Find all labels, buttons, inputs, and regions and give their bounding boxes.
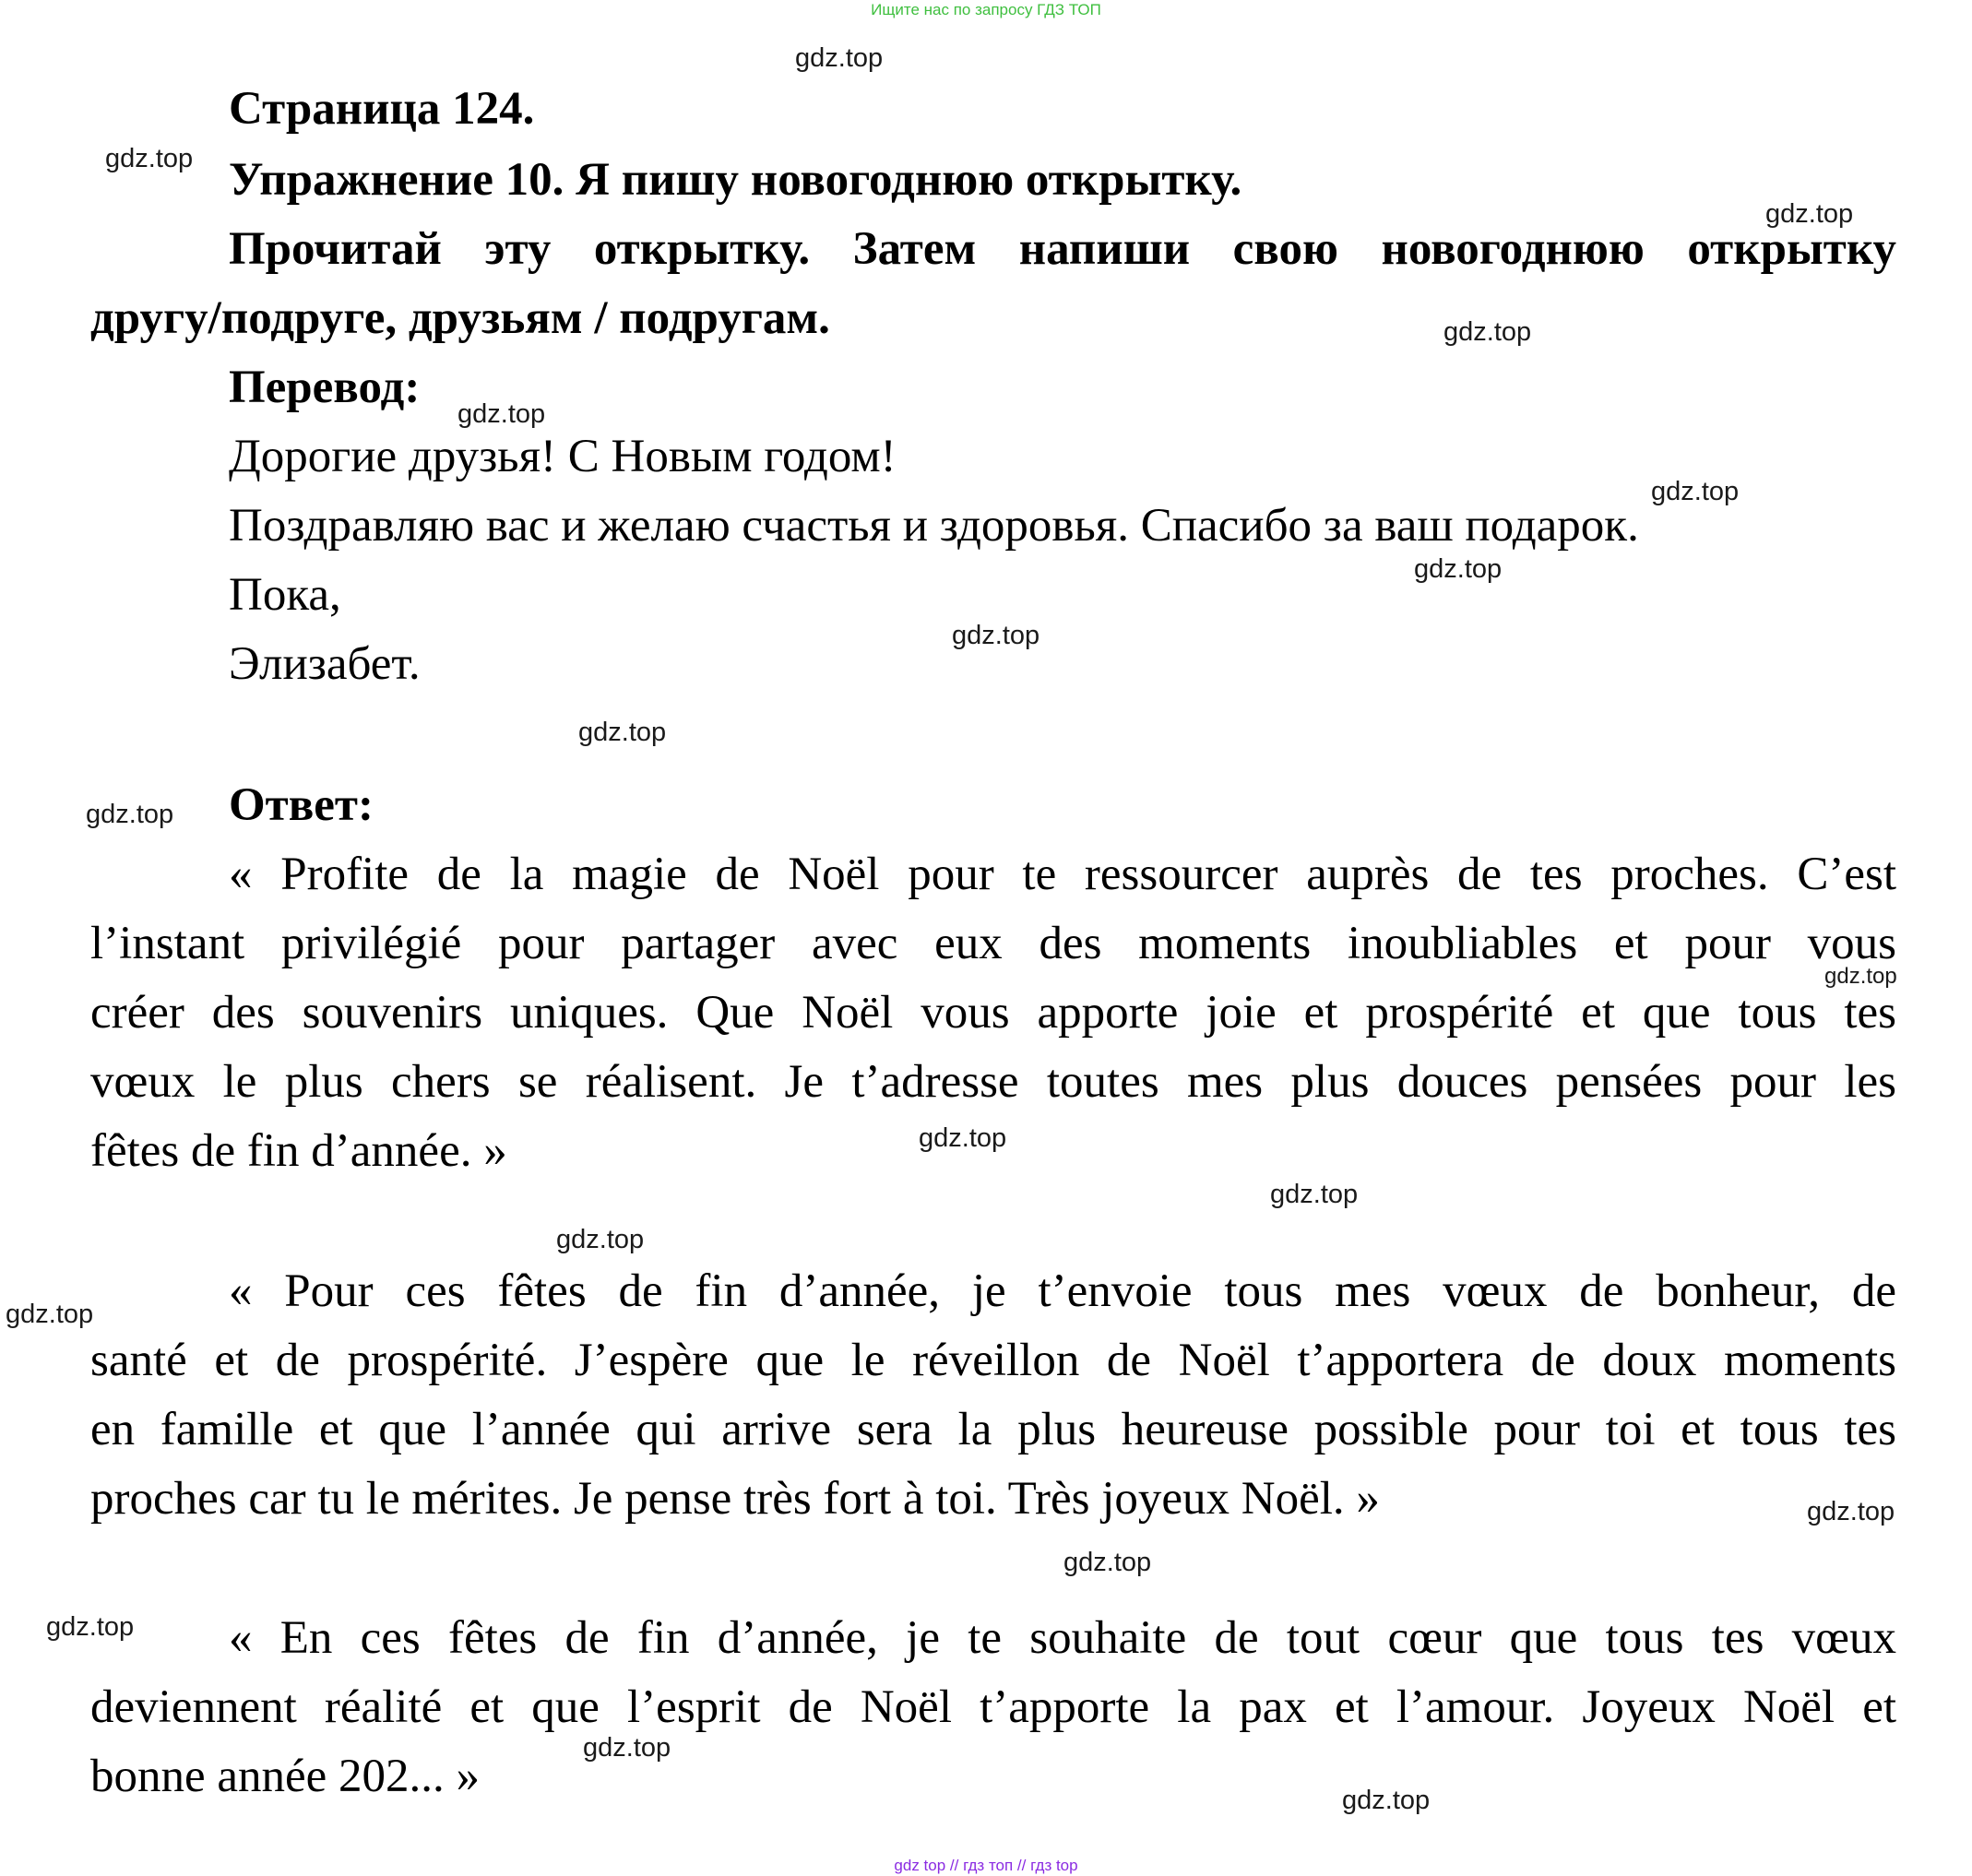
answer-p2-line: proches car tu le mérites. Je pense très fort à toi. Très joyeux Noël. » [90,1473,1380,1525]
top-banner[interactable]: Ищите нас по запросу ГДЗ ТОП [871,1,1101,18]
translation-line: Пока, [229,569,341,621]
task-line-2: другу/подруге, друзьям / подругам. [90,292,830,344]
translation-line: Элизабет. [229,638,421,690]
watermark: gdz.top [795,43,884,73]
answer-p1-line: fêtes de fin d’année. » [90,1125,507,1177]
answer-p1-line: créer des souvenirs uniques. Que Noël vous apporte joie et prospérité et que tous tes [90,987,1896,1039]
answer-p1-line: vœux le plus chers se réalisent. Je t’adresse toutes mes plus douces pensées pour les [90,1056,1896,1108]
watermark: gdz.top [6,1300,94,1329]
answer-p2-line: santé et de prospérité. J’espère que le réveillon de Noël t’apportera de doux moments [90,1335,1896,1386]
answer-p1-line: l’instant privilégié pour partager avec eux des moments inoubliables et pour vous [90,918,1896,969]
watermark: gdz.top [46,1612,135,1642]
translation-line: Дорогие друзья! С Новым годом! [229,431,897,482]
answer-p3-line: bonne année 202... » [90,1751,481,1802]
watermark: gdz.top [952,621,1040,650]
watermark: gdz.top [457,399,546,429]
watermark: gdz.top [1807,1497,1895,1526]
watermark: gdz.top [556,1225,645,1254]
watermark: gdz.top [1824,964,1897,989]
answer-p1-line: « Profite de la magie de Noël pour te ressourcer auprès de tes proches. C’est [229,849,1896,900]
watermark: gdz.top [1765,199,1854,229]
watermark: gdz.top [583,1733,671,1763]
answer-p2-line: « Pour ces fêtes de fin d’année, je t’envoie tous mes vœux de bonheur, de [229,1265,1896,1317]
translation-line: Поздравляю вас и желаю счастья и здоровья. Спасибо за ваш подарок. [229,500,1639,552]
watermark: gdz.top [1270,1180,1359,1209]
answer-p2-line: en famille et que l’année qui arrive sera la plus heureuse possible pour toi et tous tes [90,1404,1896,1455]
translation-label: Перевод: [229,362,421,413]
answer-p3-line: « En ces fêtes de fin d’année, je te souhaite de tout cœur que tous tes vœux [229,1612,1896,1664]
page-title: Страница 124. [229,83,535,135]
watermark: gdz.top [1342,1786,1431,1815]
watermark: gdz.top [578,718,667,747]
watermark: gdz.top [105,144,194,173]
watermark: gdz.top [1063,1548,1152,1577]
watermark: gdz.top [1443,317,1532,347]
exercise-title: Упражнение 10. Я пишу новогоднюю открытку. [229,154,1242,206]
watermark: gdz.top [919,1123,1007,1153]
bottom-banner[interactable]: gdz top // гдз топ // гдз top [894,1857,1078,1874]
task-line-1: Прочитай эту открытку. Затем напиши свою новогоднюю открытку [229,223,1896,275]
watermark: gdz.top [1414,554,1503,584]
watermark: gdz.top [86,800,174,829]
answer-label: Ответ: [229,779,374,831]
watermark: gdz.top [1651,477,1740,506]
answer-p3-line: deviennent réalité et que l’esprit de Noël t’apporte la pax et l’amour. Joyeux Noël et [90,1681,1896,1733]
